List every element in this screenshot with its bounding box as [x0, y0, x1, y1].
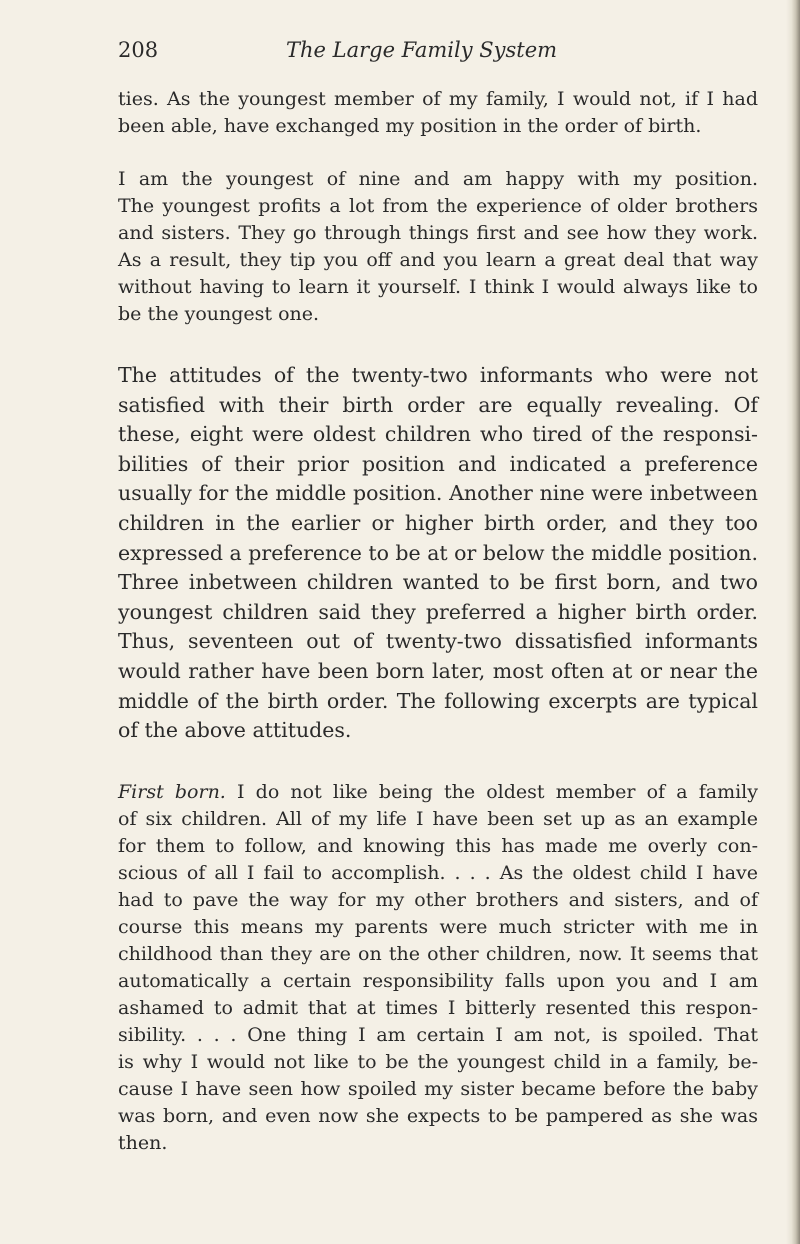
text-line: would rather have been born later, most often at or near the	[118, 658, 758, 683]
text-line: expressed a preference to be at or below the middle position.	[118, 540, 758, 565]
text-line: be the youngest one.	[118, 303, 320, 325]
first-born-lead: First born.	[118, 781, 226, 803]
text-line: been able, have exchanged my position in the order of birth.	[118, 115, 702, 137]
text-line: ties. As the youngest member of my family, I would not, if I had	[118, 88, 758, 110]
page-edge-shadow	[786, 0, 800, 1244]
page-number: 208	[118, 38, 159, 62]
page-header	[118, 38, 758, 70]
text-line: course this means my parents were much stricter with me in	[118, 916, 758, 938]
text-line: scious of all I fail to accomplish. . . . As the oldest child I have	[118, 862, 758, 884]
text-line: middle of the birth order. The following excerpts are typical	[118, 688, 758, 713]
text-line: Three inbetween children wanted to be first born, and two	[118, 570, 758, 595]
text-line: As a result, they tip you off and you learn a great deal that way	[118, 249, 758, 271]
text-line: and sisters. They go through things first and see how they work.	[118, 222, 758, 244]
text-line: childhood than they are on the other children, now. It seems that	[118, 943, 758, 965]
text-line: bilities of their prior position and indicated a preference	[118, 451, 758, 476]
text-line	[118, 779, 758, 806]
body-paragraph-attitudes	[118, 361, 758, 746]
text-line: is why I would not like to be the youngest child in a family, be-	[118, 1051, 758, 1073]
text-line: for them to follow, and knowing this has made me overly con-	[118, 835, 758, 857]
quote-paragraph-first-born	[118, 779, 758, 1157]
text-line: ashamed to admit that at times I bitterly resented this respon-	[118, 997, 758, 1019]
text-line: children in the earlier or higher birth order, and they too	[118, 510, 758, 535]
text-line: cause I have seen how spoiled my sister became before the baby	[118, 1078, 758, 1100]
quote-paragraph-youngest	[118, 166, 758, 328]
text-line: satisfied with their birth order are equally revealing. Of	[118, 392, 758, 417]
text-line: usually for the middle position. Another nine were inbetween	[118, 481, 758, 506]
text-line: of six children. All of my life I have been set up as an example	[118, 808, 758, 830]
text-line: without having to learn it yourself. I think I would always like to	[118, 276, 758, 298]
running-title: The Large Family System	[286, 38, 558, 62]
text-line: was born, and even now she expects to be pampered as she was	[118, 1105, 758, 1127]
first-born-line-rest: I do not like being the oldest member of a family	[225, 781, 758, 803]
text-line: of the above attitudes.	[118, 718, 352, 743]
text-line: automatically a certain responsibility falls upon you and I am	[118, 970, 758, 992]
text-line: sibility. . . . One thing I am certain I am not, is spoiled. That	[118, 1024, 758, 1046]
text-line: had to pave the way for my other brothers and sisters, and of	[118, 889, 758, 911]
text-line: The youngest profits a lot from the experience of older brothers	[118, 195, 758, 217]
text-line: The attitudes of the twenty-two informants who were not	[118, 363, 758, 387]
paragraph-continuation	[118, 86, 758, 140]
text-line: Thus, seventeen out of twenty-two dissatisfied informants	[118, 629, 758, 654]
text-line: youngest children said they preferred a higher birth order.	[118, 599, 758, 624]
text-line: then.	[118, 1132, 168, 1154]
text-line: I am the youngest of nine and am happy with my position.	[118, 168, 758, 190]
text-line: these, eight were oldest children who tired of the responsi-	[118, 422, 758, 447]
